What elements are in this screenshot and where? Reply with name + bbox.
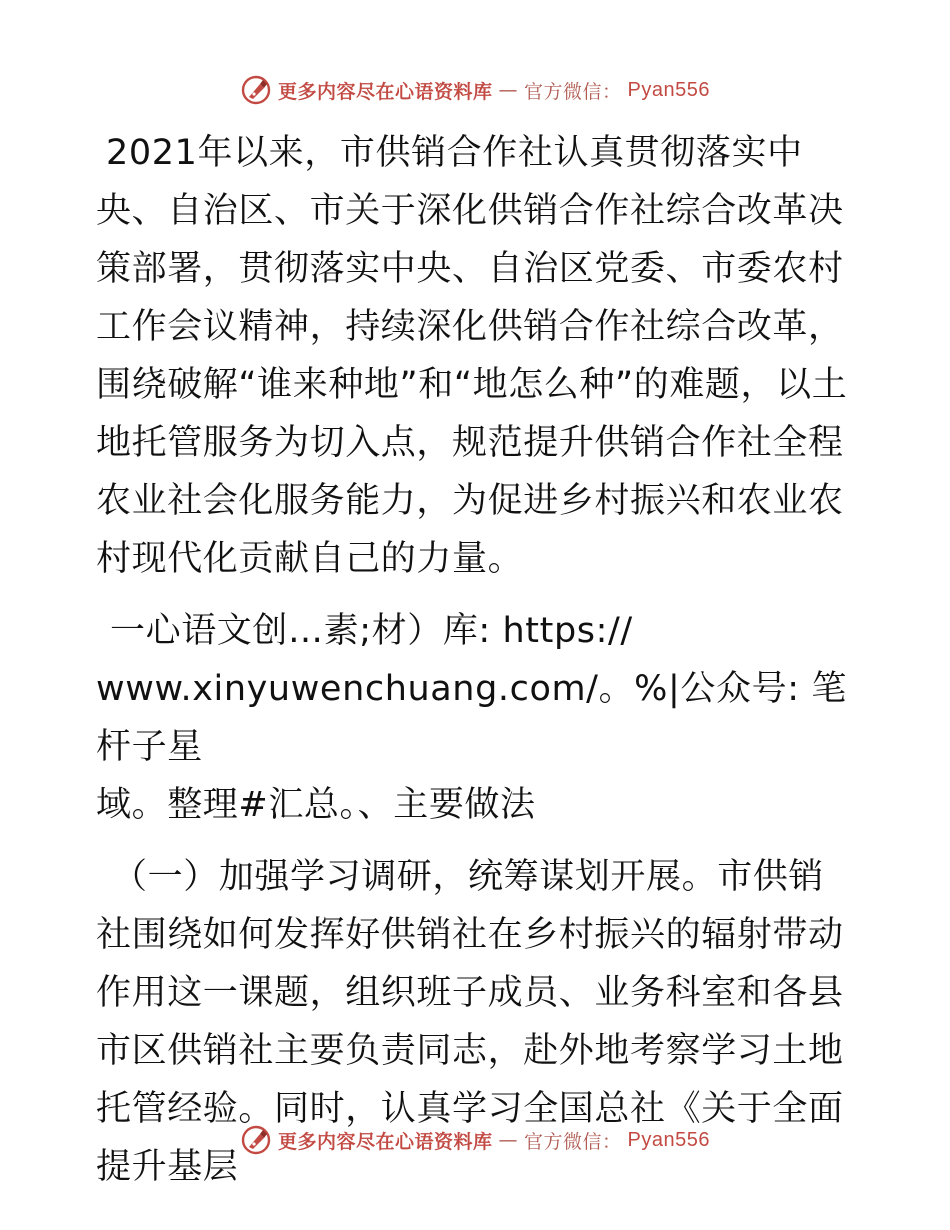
pen-nib-logo-icon [240,1124,272,1156]
banner-dash: — [498,79,519,101]
banner-wechat-handle: Pyan556 [627,1128,710,1151]
source-line-2: www.xinyuwenchuang.com/。%|公众号: 笔杆子星 [96,669,847,767]
paragraph-section-1: （一）加强学习调研，统筹谋划开展。市供销社围绕如何发挥好供销社在乡村振兴的辐射带动作用这一课题，组织班子成员、业务科室和各县市区供销社主要负责同志，赴外地考察学习土地托管经验。同时，认真学习全国总社《关于全面提升基层 [96,857,844,1187]
page-footer-banner [0,1118,950,1162]
banner-wechat-label: 官方微信： [524,80,622,103]
paragraph-source-notice [96,602,856,834]
banner-brand-text: 更多内容尽在心语资料库 [278,80,493,103]
watermark-banner [240,74,710,106]
paragraph-intro: 2021年以来，市供销合作社认真贯彻落实中央、自治区、市关于深化供销合作社综合改革决策部署，贯彻落实中央、自治区党委、市委农村工作会议精神，持续深化供销合作社综合改革，围绕破解“谁来种地”和“地怎么种”的难题，以土地托管服务为切入点，规范提升供销合作社全程农业社会化服务能力，为促进乡村振兴和农业农村现代化贡献自己的力量。 [96,133,848,579]
source-line-3: 域。整理#汇总。、主要做法 [96,785,536,825]
watermark-banner [240,1124,710,1156]
pen-nib-logo-icon [240,74,272,106]
source-line-1: 一心语文创…素;材）库: https:// [110,611,633,651]
banner-wechat-handle: Pyan556 [627,78,710,101]
banner-brand-text: 更多内容尽在心语资料库 [278,1130,493,1153]
banner-wechat-label: 官方微信： [524,1130,622,1153]
page-header-banner [0,68,950,112]
document-body [96,124,856,1210]
banner-dash: — [498,1129,519,1151]
